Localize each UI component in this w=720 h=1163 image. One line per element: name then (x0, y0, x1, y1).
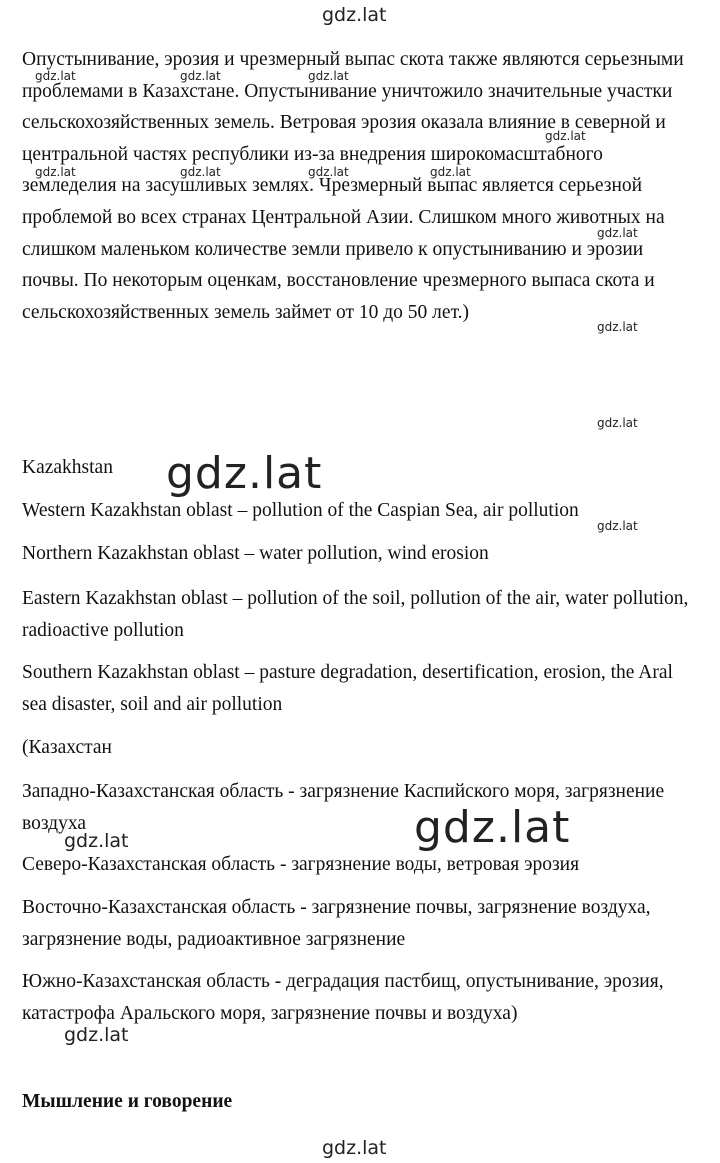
watermark-small: gdz.lat (180, 69, 221, 83)
watermark-top: gdz.lat (322, 4, 387, 26)
russian-heading: (Казахстан (22, 737, 112, 758)
watermark-bottom: gdz.lat (322, 1137, 387, 1159)
watermark-large: gdz.lat (414, 802, 571, 853)
russian-item-eastern: Восточно-Казахстанская область - загрязнение почвы, загрязнение воздуха, загрязнение воды, радиоактивное загрязнение (22, 897, 651, 950)
russian-item-southern: Южно-Казахстанская область - деградация пастбищ, опустынивание, эрозия, катастрофа Аральского моря, загрязнение почвы и воздуха) (22, 971, 664, 1024)
english-heading: Kazakhstan (22, 457, 113, 478)
watermark-small: gdz.lat (35, 165, 76, 179)
watermark-small: gdz.lat (597, 519, 638, 533)
russian-item-northern: Северо-Казахстанская область - загрязнение воды, ветровая эрозия (22, 854, 580, 875)
watermark-small: gdz.lat (308, 69, 349, 83)
english-item-southern: Southern Kazakhstan oblast – pasture degradation, desertification, erosion, the Aral sea disaster, soil and air pollution (22, 662, 673, 715)
watermark-small: gdz.lat (597, 226, 638, 240)
watermark-small: gdz.lat (597, 320, 638, 334)
watermark-small: gdz.lat (35, 69, 76, 83)
watermark-large: gdz.lat (166, 448, 323, 499)
english-item-northern: Northern Kazakhstan oblast – water pollution, wind erosion (22, 543, 489, 564)
intro-paragraph: Опустынивание, эрозия и чрезмерный выпас скота также являются серьезными проблемами в Казахстане. Опустынивание уничтожило значительные участки сельскохозяйственных земель. Ветровая эрозия оказала влияние в северной и центральной частях республики из-за внедрения широкомасштабного земледелия на засушливых землях. Чрезмерный выпас является серьезной проблемой во всех странах Центральной Азии. Слишком много животных на слишком маленьком количестве земли привело к опустыниванию и эрозии почвы. По некоторым оценкам, восстановление чрезмерного выпаса скота и сельскохозяйственных земель займет от 10 до 50 лет.) (22, 49, 684, 323)
english-item-eastern: Eastern Kazakhstan oblast – pollution of the soil, pollution of the air, water pollution, radioactive pollution (22, 588, 689, 641)
section-title: Мышление и говорение (22, 1091, 233, 1112)
watermark-medium: gdz.lat (64, 1024, 129, 1046)
watermark-small: gdz.lat (180, 165, 221, 179)
watermark-small: gdz.lat (308, 165, 349, 179)
english-item-western: Western Kazakhstan oblast – pollution of the Caspian Sea, air pollution (22, 500, 579, 521)
watermark-small: gdz.lat (597, 416, 638, 430)
watermark-small: gdz.lat (430, 165, 471, 179)
watermark-small: gdz.lat (545, 129, 586, 143)
russian-item-western: Западно-Казахстанская область - загрязнение Каспийского моря, загрязнение воздуха (22, 781, 665, 834)
watermark-medium: gdz.lat (64, 830, 129, 852)
